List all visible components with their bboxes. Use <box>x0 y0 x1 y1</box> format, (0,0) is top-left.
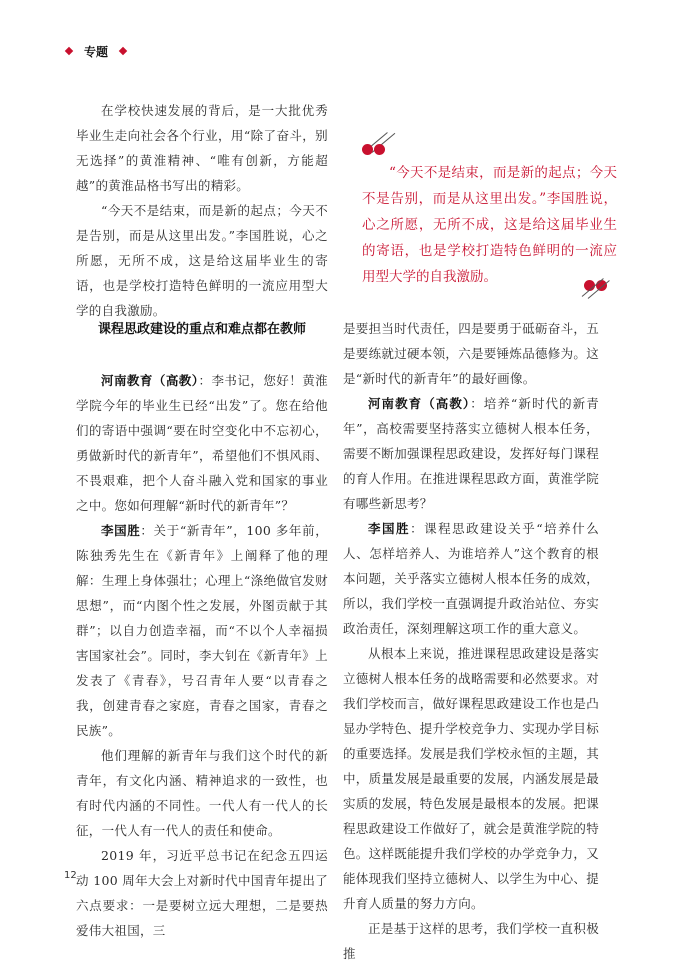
diamond-icon <box>119 47 127 55</box>
pull-quote-text: “今天不是结束，而是新的起点；今天不是告别，而是从这里出发。”李国胜说，心之所愿，无所不成，这是给这届毕业生的寄语，也是学校打造特色鲜明的一流应用型大学的自我激励。 <box>362 165 617 285</box>
diamond-icon <box>65 47 73 55</box>
left-column-top <box>76 98 328 323</box>
paragraph: “今天不是结束，而是新的起点；今天不是告别，而是从这里出发。”李国胜说，心之所愿，无所不成，这是给这届毕业生的寄语，也是学校打造特色鲜明的一流应用型大学的自我激励。 <box>76 203 328 318</box>
page-header <box>66 40 126 62</box>
speaker-label: 河南教育（高教） <box>368 396 471 411</box>
quote-dots-icon <box>580 276 620 304</box>
paragraph <box>343 516 599 641</box>
paragraph <box>343 391 599 516</box>
paragraph: 从根本上来说，推进课程思政建设是落实立德树人根本任务的战略需要和必然要求。对我们学校而言，做好课程思政建设工作也是凸显办学特色、提升学校竞争力、实现办学目标的重要选择。发展是我们学校永恒的主题，其中，质量发展是最重要的发展，内涵发展是最实质的发展，特色发展是最根本的发展。把课程思政建设工作做好了，就会是黄淮学院的特色。这样既能提升我们学校的办学竞争力，又能体现我们坚持立德树人、以学生为中心、提升育人质量的努力方向。 <box>343 646 600 911</box>
paragraph: 正是基于这样的思考，我们学校一直积极推 <box>343 921 599 961</box>
section-heading: 课程思政建设的重点和难点都在教师 <box>97 322 306 337</box>
speaker-text: ：课程思政建设关乎“培养什么人、怎样培养人、为谁培养人”这个教育的根本问题，关乎落实立德树人根本任务的成效，所以，我们学校一直强调提升政治站位、夯实政治责任，深刻理解这项工作的重大意义。 <box>343 521 600 636</box>
speaker-label: 李国胜 <box>101 523 141 538</box>
pull-quote <box>362 160 617 290</box>
right-column <box>343 316 599 966</box>
paragraph: 是要担当时代责任，四是要勇于砥砺奋斗，五是要练就过硬本领，六是要锤炼品德修为。这是“新时代的新青年”的最好画像。 <box>343 321 600 386</box>
paragraph: 在学校快速发展的背后，是一大批优秀毕业生走向社会各个行业，用“除了奋斗，别无选择”的黄淮精神、“唯有创新，方能超越”的黄淮品格书写出的精彩。 <box>76 103 328 193</box>
page-number: 12 <box>64 870 77 881</box>
left-column-bottom <box>76 368 328 943</box>
speaker-label: 河南教育（高教） <box>101 373 199 388</box>
quote-dots-icon <box>360 128 400 156</box>
speaker-text: ：关于“新青年”，100 多年前，陈独秀先生在《新青年》上阐释了他的理解：生理上身体强壮；心理上“涤绝做官发财思想”，而“内图个性之发展，外图贡献于其群”；以自力创造幸福，而“不以个人幸福损害国家社会”。同时，李大钊在《新青年》上发表了《青春》，号召青年人要“以青春之我，创建青春之家庭，青春之国家，青春之民族”。 <box>76 523 329 738</box>
paragraph: 2019 年，习近平总书记在纪念五四运动 100 周年大会上对新时代中国青年提出了六点要求：一是要树立远大理想，二是要热爱伟大祖国，三 <box>76 848 328 938</box>
section-label: 专题 <box>84 44 109 59</box>
speaker-label: 李国胜 <box>368 521 411 536</box>
paragraph <box>76 518 328 743</box>
speaker-text: ：李书记，您好！黄淮学院今年的毕业生已经“出发”了。您在给他们的寄语中强调“要在时空变化中不忘初心，勇做新时代的新青年”，希望他们不惧风雨、不畏艰难，把个人奋斗融入党和国家的事业之中。您如何理解“新时代的新青年”？ <box>76 373 328 513</box>
speaker-text: ：培养“新时代的新青年”，高校需要坚持落实立德树人根本任务，需要不断加强课程思政建设，发挥好每门课程的育人作用。在推进课程思政方面，黄淮学院有哪些新思考？ <box>343 396 600 511</box>
paragraph: 他们理解的新青年与我们这个时代的新青年，有文化内涵、精神追求的一致性，也有时代内涵的不同性。一代人有一代人的长征，一代人有一代人的责任和使命。 <box>76 748 328 838</box>
paragraph <box>76 368 328 518</box>
